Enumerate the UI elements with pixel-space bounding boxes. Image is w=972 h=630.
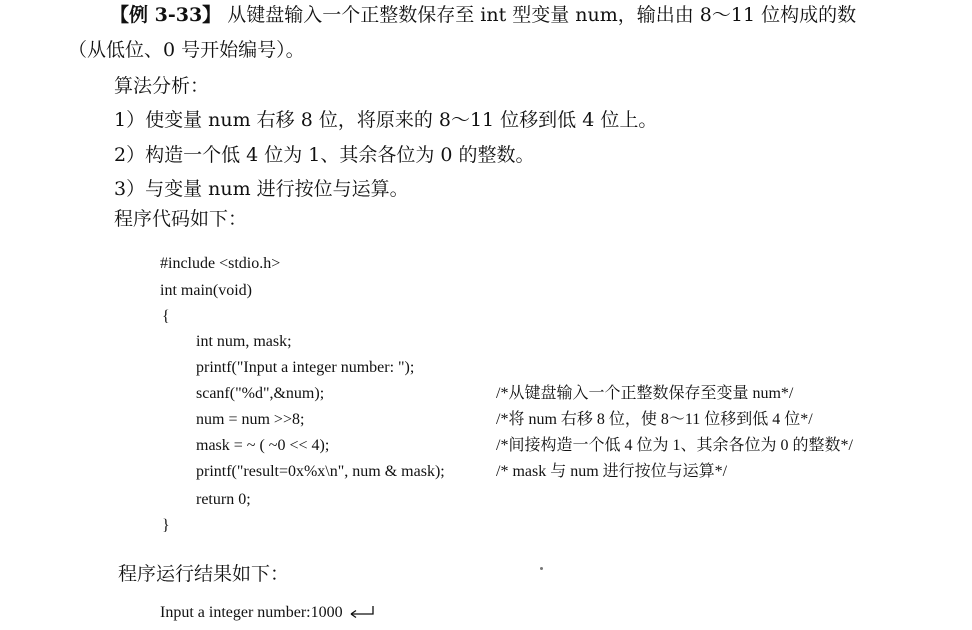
code-comment: /* mask 与 num 进行按位与运算*/ bbox=[496, 463, 728, 480]
analysis-title: 算法分析： bbox=[114, 75, 210, 97]
example-line-1 bbox=[110, 3, 856, 27]
code-line: #include <stdio.h> bbox=[160, 255, 281, 272]
code-line: return 0; bbox=[196, 491, 251, 508]
code-line: printf("result=0x%x\n", num & mask); bbox=[196, 463, 445, 480]
analysis-step-2: 2）构造一个低 4 位为 1、其余各位为 0 的整数。 bbox=[114, 144, 535, 166]
code-title: 程序代码如下： bbox=[114, 208, 248, 230]
example-label: 【例 3-33】 bbox=[110, 4, 222, 26]
code-line: int main(void) bbox=[160, 282, 252, 299]
code-line: scanf("%d",&num); bbox=[196, 385, 325, 402]
analysis-step-1: 1）使变量 num 右移 8 位，将原来的 8～11 位移到低 4 位上。 bbox=[114, 109, 658, 131]
run-output-text: Input a integer number:1000 bbox=[160, 604, 343, 621]
example-line-2: （从低位、0 号开始编号）。 bbox=[68, 39, 305, 61]
enter-key-icon bbox=[347, 605, 377, 619]
run-output bbox=[160, 603, 377, 623]
example-text: 从键盘输入一个正整数保存至 int 型变量 num，输出由 8～11 位构成的数 bbox=[221, 4, 857, 26]
code-line: mask = ~ ( ~0 << 4); bbox=[196, 437, 330, 454]
code-comment: /*间接构造一个低 4 位为 1、其余各位为 0 的整数*/ bbox=[496, 437, 853, 454]
code-line: { bbox=[162, 308, 170, 325]
code-line: } bbox=[162, 517, 170, 534]
code-line: printf("Input a integer number: "); bbox=[196, 359, 415, 376]
analysis-step-3: 3）与变量 num 进行按位与运算。 bbox=[114, 178, 409, 200]
code-line: num = num >>8; bbox=[196, 411, 305, 428]
run-title: 程序运行结果如下： bbox=[118, 563, 290, 585]
code-comment: /*将 num 右移 8 位，使 8～11 位移到低 4 位*/ bbox=[496, 411, 813, 428]
code-line: int num, mask; bbox=[196, 333, 292, 350]
stray-mark bbox=[540, 567, 543, 570]
code-comment: /*从键盘输入一个正整数保存至变量 num*/ bbox=[496, 385, 794, 402]
